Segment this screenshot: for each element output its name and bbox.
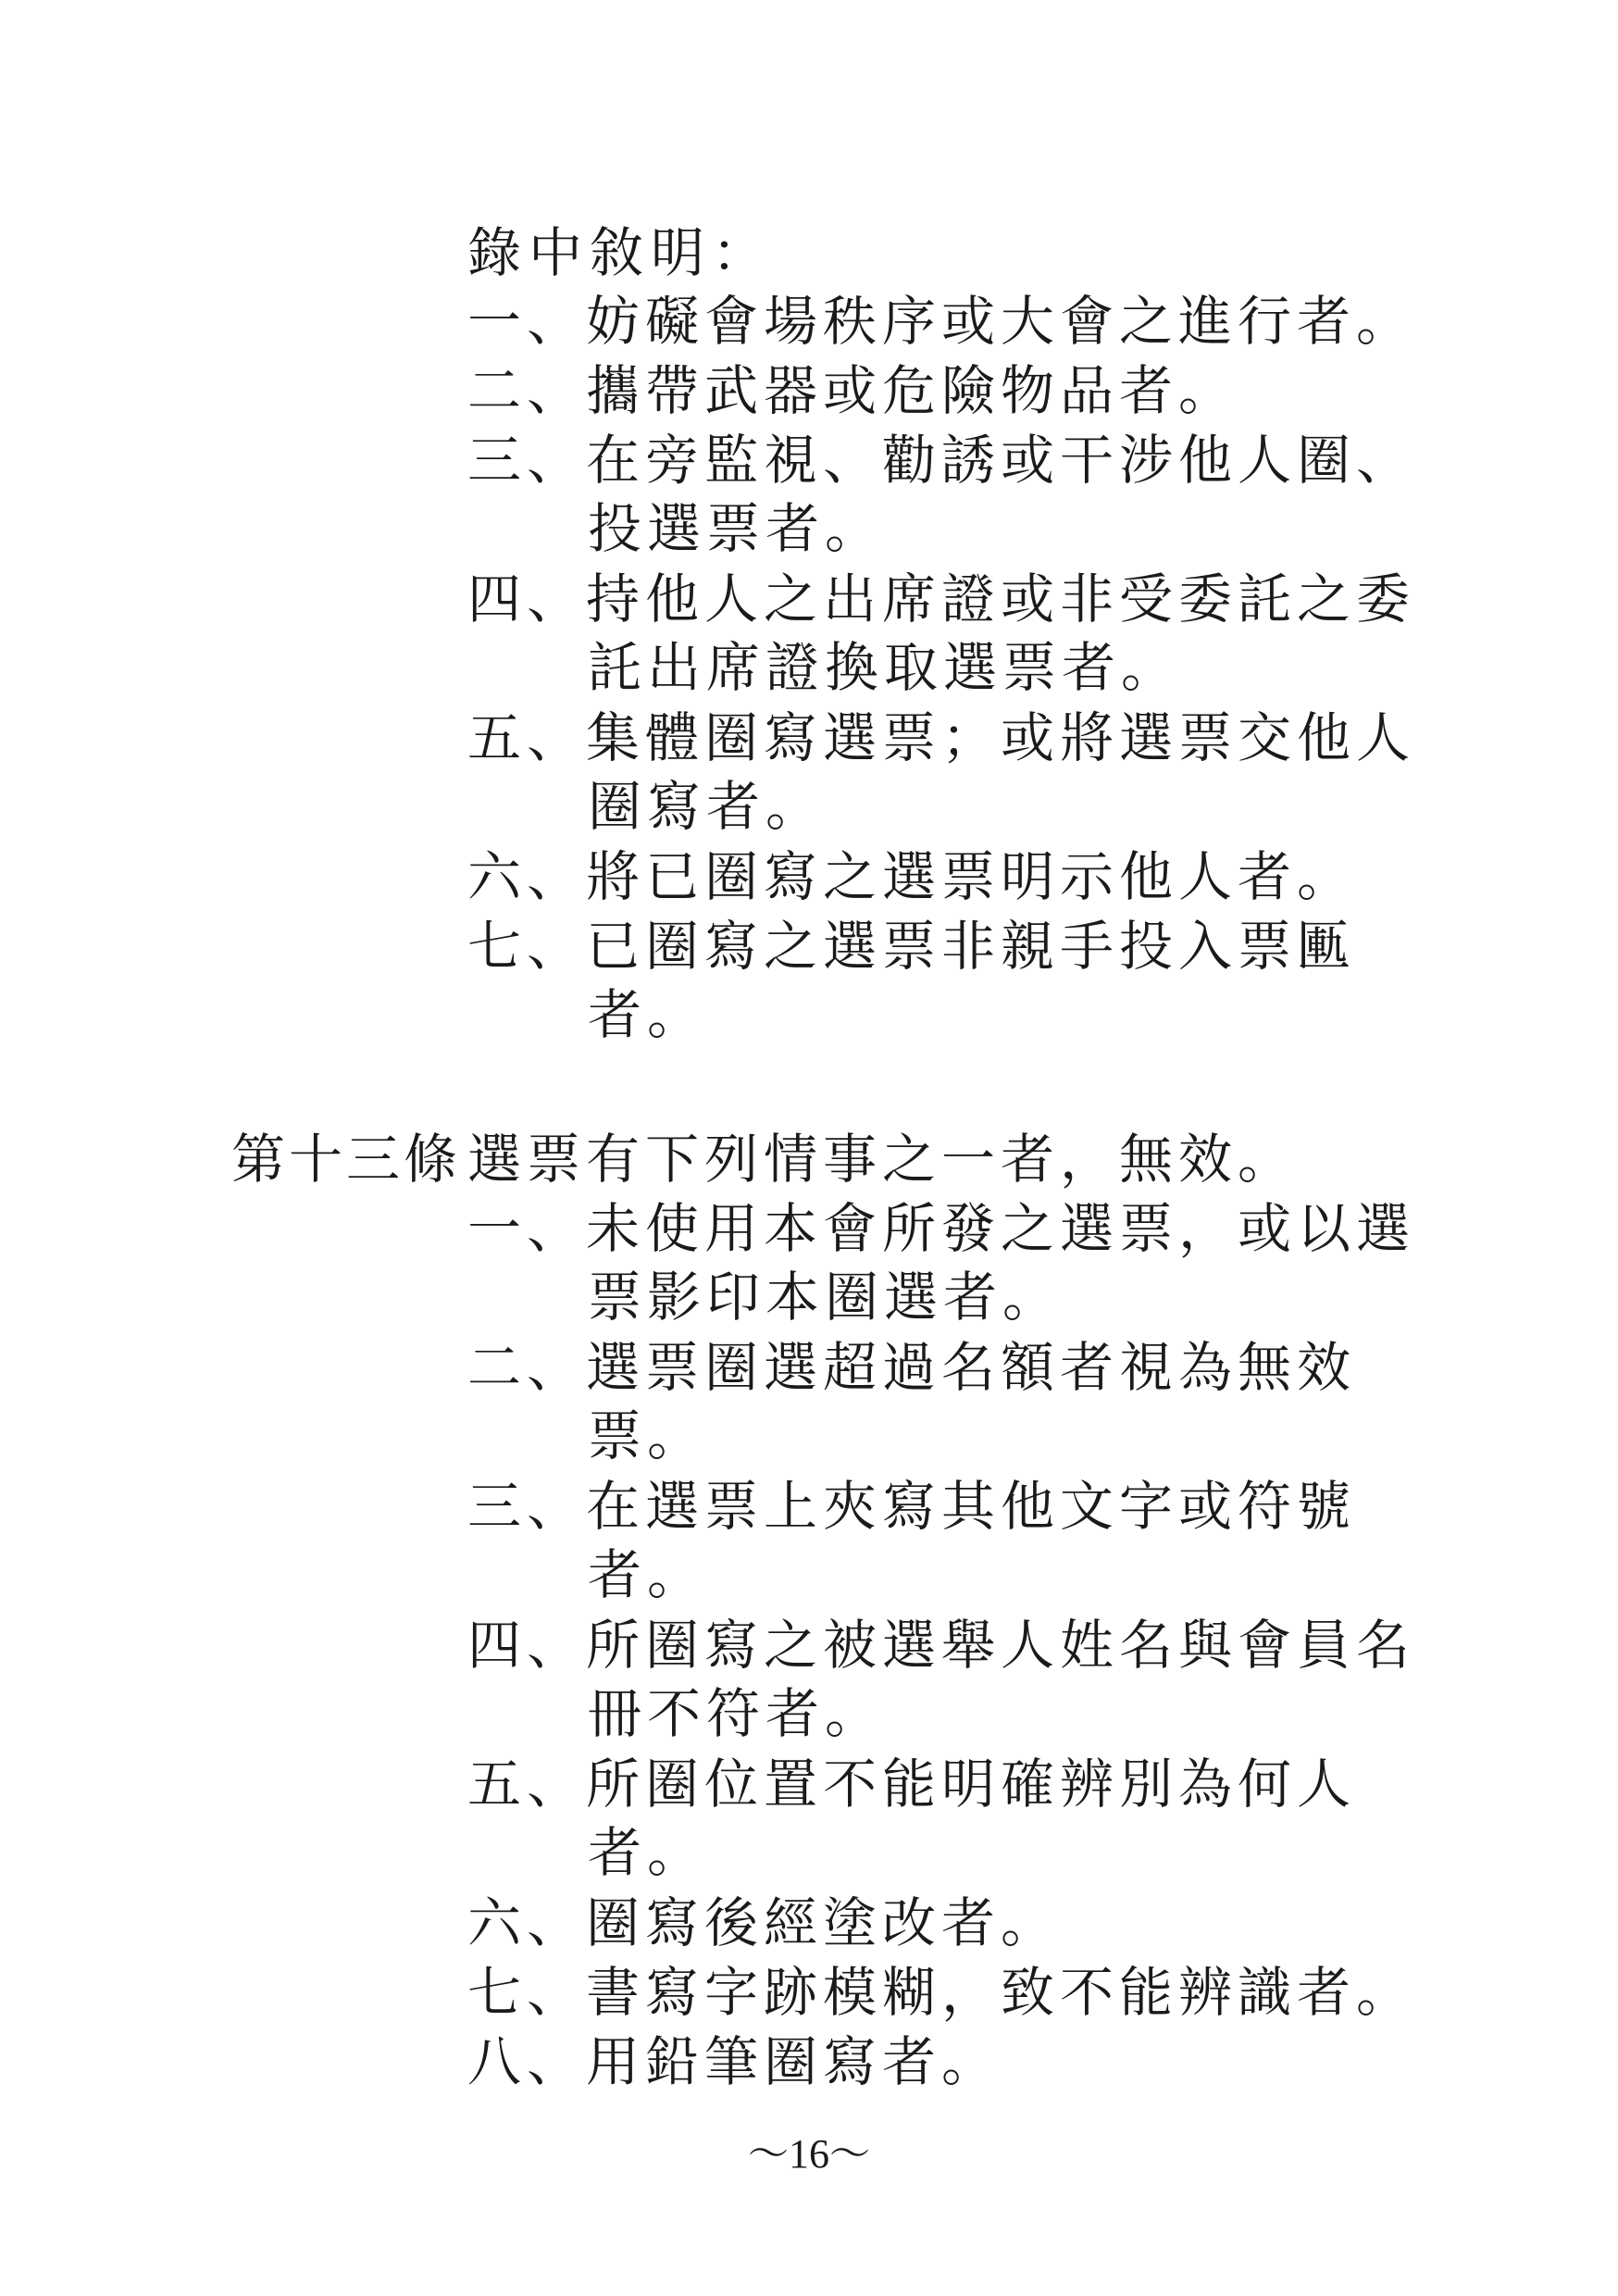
list-item bbox=[467, 2028, 1393, 2096]
list-item bbox=[467, 1333, 1393, 1470]
list-item bbox=[467, 426, 1416, 563]
list-item-line: 七、書寫字跡模糊，致不能辨識者。 bbox=[467, 1961, 1416, 2024]
list-item bbox=[467, 1889, 1393, 1957]
list-item-line: 五、所圈位置不能明確辨別為何人 bbox=[467, 1753, 1357, 1816]
list-item bbox=[467, 704, 1416, 841]
list-item bbox=[467, 1472, 1393, 1609]
list-item-line: 者。 bbox=[588, 983, 707, 1046]
list-item-line: 三、在選票上夾寫其他文字或符號 bbox=[467, 1475, 1357, 1538]
list-item-line: 四、持他人之出席證或非受委託之委 bbox=[467, 568, 1416, 630]
list-item-line: 票影印本圈選者。 bbox=[588, 1266, 1063, 1329]
list-item-line: 者。 bbox=[588, 1543, 707, 1606]
article-text: 選票有下列情事之一者，無效。 bbox=[467, 1128, 1298, 1191]
article-number: 第十三條 bbox=[231, 1128, 462, 1191]
intro-line: 錄中敘明： bbox=[467, 221, 774, 284]
list-item-line: 四、所圈寫之被選舉人姓名與會員名 bbox=[467, 1614, 1416, 1677]
list-item-line: 五、集體圈寫選票；或將選票交他人 bbox=[467, 706, 1416, 769]
list-item-line: 二、選票圈選超過名額者視為無效 bbox=[467, 1336, 1357, 1399]
list-item bbox=[467, 912, 1393, 1049]
list-item-line: 三、在旁監視、勸誘或干涉他人圈、 bbox=[467, 429, 1416, 492]
list-item bbox=[467, 356, 1393, 425]
list-item-line: 六、將已圈寫之選票明示他人者。 bbox=[467, 845, 1357, 908]
list-item-line: 二、攜帶武器或危險物品者。 bbox=[467, 359, 1238, 422]
list-item-line: 一、妨礙會場秩序或大會之進行者。 bbox=[467, 290, 1416, 353]
list-item-line: 圈寫者。 bbox=[588, 775, 826, 838]
list-item-line: 託出席證換取選票者。 bbox=[588, 636, 1181, 699]
list-item bbox=[467, 287, 1416, 356]
list-item bbox=[467, 842, 1393, 911]
article-heading bbox=[231, 1125, 1297, 1193]
page-number: ～16～ bbox=[748, 2131, 870, 2177]
list-item-line: 票。 bbox=[588, 1404, 707, 1467]
list-item-line: 八、用鉛筆圈寫者。 bbox=[467, 2030, 1002, 2093]
list-item bbox=[467, 1194, 1416, 1331]
list-item bbox=[467, 565, 1416, 702]
list-item bbox=[467, 1750, 1393, 1887]
list-item-line: 七、已圈寫之選票非親手投入票匭 bbox=[467, 915, 1357, 978]
list-item-line: 冊不符者。 bbox=[588, 1682, 885, 1745]
list-item-line: 者。 bbox=[588, 1821, 707, 1884]
list-item-line: 投選票者。 bbox=[588, 497, 885, 560]
list-item bbox=[467, 1611, 1416, 1748]
list-item-line: 一、未使用本會所發之選票，或以選 bbox=[467, 1197, 1416, 1260]
list-item-line: 六、圈寫後經塗改者。 bbox=[467, 1891, 1061, 1954]
list-item bbox=[467, 1958, 1416, 2027]
